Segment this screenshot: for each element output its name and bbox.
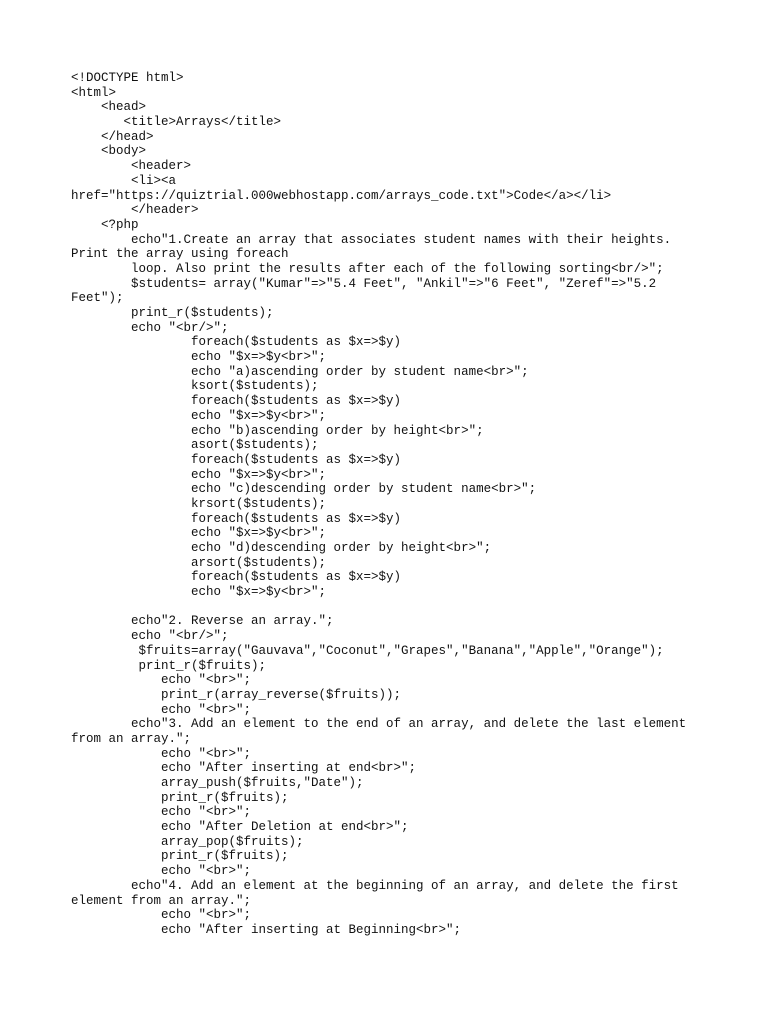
code-line: print_r($fruits); [71, 849, 289, 864]
code-line: Feet"); [71, 291, 124, 306]
code-line: print_r($fruits); [71, 790, 289, 805]
code-line: print_r($fruits); [71, 658, 267, 673]
code-line: loop. Also print the results after each of the following sorting<br/>"; [71, 261, 664, 276]
code-line: echo"2. Reverse an array."; [71, 614, 334, 629]
code-line: Print the array using foreach [71, 247, 289, 262]
code-line: echo "d)descending order by height<br>"; [71, 541, 492, 555]
code-line: echo "$x=>$y<br>"; [71, 350, 327, 365]
code-line: echo "$x=>$y<br>"; [71, 467, 327, 482]
code-line: echo "$x=>$y<br>"; [71, 526, 327, 541]
code-line: $fruits=array("Gauvava","Coconut","Grapes","Banana","Apple","Orange"); [71, 643, 664, 658]
code-line: print_r(array_reverse($fruits)); [71, 687, 402, 702]
code-line: <!DOCTYPE html> [71, 71, 184, 85]
code-line: <body> [71, 144, 147, 159]
code-line: <head> [71, 100, 147, 115]
code-line: <html> [71, 85, 117, 100]
code-line: echo "<br>"; [71, 746, 252, 761]
code-line: foreach($students as $x=>$y) [71, 570, 402, 585]
code-line: echo "<br>"; [71, 908, 252, 923]
code-line: echo "b)ascending order by height<br>"; [71, 423, 484, 438]
code-line: krsort($students); [71, 496, 327, 511]
code-line: array_pop($fruits); [71, 834, 304, 849]
code-line: echo "After inserting at Beginning<br>"; [71, 922, 462, 937]
code-line: <?php [71, 217, 139, 232]
code-line: from an array."; [71, 731, 192, 746]
code-line: echo"3. Add an element to the end of an array, and delete the last element [71, 717, 687, 732]
code-line: $students= array("Kumar"=>"5.4 Feet", "Ankil"=>"6 Feet", "Zeref"=>"5.2 [71, 276, 657, 291]
code-line: echo "After Deletion at end<br>"; [71, 820, 409, 835]
code-line: echo "<br>"; [71, 864, 252, 879]
code-line: <header> [71, 159, 192, 174]
code-line: asort($students); [71, 438, 319, 453]
code-line: foreach($students as $x=>$y) [71, 511, 402, 526]
code-line: echo "<br>"; [71, 702, 252, 717]
code-line: echo "After inserting at end<br>"; [71, 761, 417, 776]
code-line [71, 600, 711, 615]
code-line: foreach($students as $x=>$y) [71, 452, 402, 467]
code-line: href="https://quiztrial.000webhostapp.com/arrays_code.txt">Code</a></li> [71, 188, 612, 203]
code-line: foreach($students as $x=>$y) [71, 335, 402, 350]
code-line: echo"1.Create an array that associates student names with their heights. [71, 232, 672, 247]
code-line: echo "<br/>"; [71, 629, 229, 644]
code-line: </head> [71, 129, 154, 144]
code-line: array_push($fruits,"Date"); [71, 776, 364, 790]
code-line: <title>Arrays</title> [71, 115, 282, 130]
code-line: arsort($students); [71, 555, 327, 570]
code-line: ksort($students); [71, 379, 319, 394]
code-listing [71, 71, 711, 938]
code-line: print_r($students); [71, 306, 274, 320]
code-line: echo "<br>"; [71, 805, 252, 820]
code-line: echo "$x=>$y<br>"; [71, 585, 327, 600]
code-line: echo "a)ascending order by student name<br>"; [71, 364, 529, 379]
code-line: </header> [71, 203, 199, 218]
code-line: echo"4. Add an element at the beginning of an array, and delete the first [71, 878, 679, 893]
code-line: <li><a [71, 173, 177, 188]
code-line: echo "<br>"; [71, 673, 252, 688]
code-line: echo "c)descending order by student name<br>"; [71, 482, 537, 497]
code-line: element from an array."; [71, 893, 252, 908]
code-line: echo "<br/>"; [71, 320, 229, 335]
code-line: echo "$x=>$y<br>"; [71, 408, 327, 423]
code-line: foreach($students as $x=>$y) [71, 394, 402, 409]
